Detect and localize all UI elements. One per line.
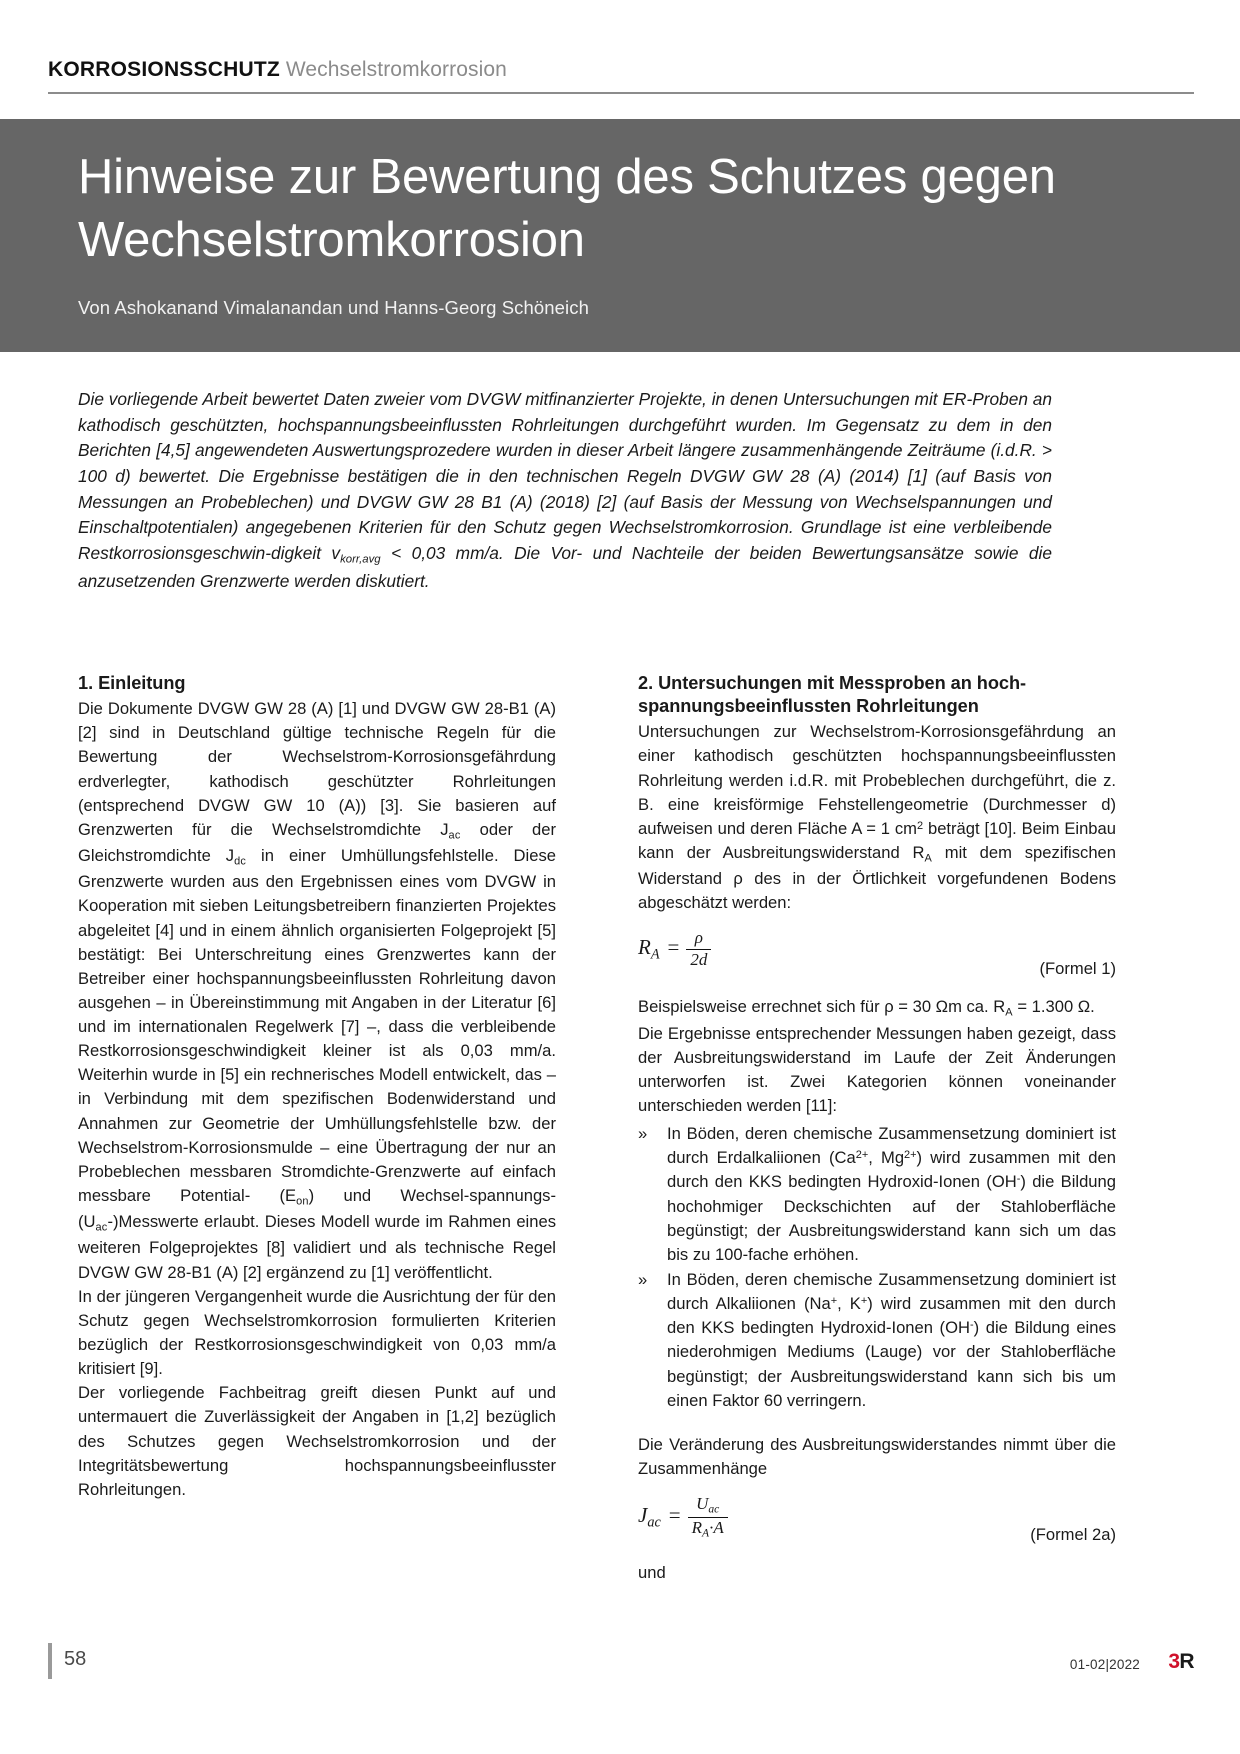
- right-paragraph-3: Die Ergebnisse entsprechender Messungen haben gezeigt, dass der Ausbreitungswiderstand im Laufe der Zeit Änderungen unterworfen ist. Zwei Kategorien können voneinander unterschieden werden [11]:: [638, 1023, 1116, 1116]
- bullet-1-a: In Böden, deren chemische Zusammensetzung dominiert ist durch Erdalkaliionen (Ca: [667, 1124, 1116, 1168]
- formula-2-num-subscript: ac: [708, 1502, 720, 1516]
- rp1-sup-2: 2: [917, 819, 924, 832]
- lp1-sub-ac: ac: [448, 829, 461, 842]
- publication-logo: [1168, 1650, 1194, 1674]
- running-head-kicker: KORROSIONSSCHUTZ: [48, 58, 280, 81]
- formula-2-lhs-subscript: ac: [647, 1514, 661, 1531]
- lp1-e: -)Messwerte erlaubt. Dieses Modell wurde im Rahmen eines weiteren Folgeprojektes [8] validiert und als technische Regel DVGW GW 28-B1 (A) [2] ergänzend zu [1] veröffentlicht.: [78, 1212, 556, 1282]
- running-head-topic: Wechselstromkorrosion: [285, 58, 507, 81]
- formula-2-lhs: [638, 1503, 661, 1531]
- rp1-c: mit dem spezifischen Widerstand ρ des in der Örtlichkeit vorgefundenen Bodens abgeschätzt werden:: [638, 842, 1117, 913]
- section-heading-2-line2: spannungsbeeinflussten Rohrleitungen: [638, 696, 979, 717]
- lp1-sub-on: on: [296, 1195, 309, 1208]
- section-heading-2: [638, 672, 1116, 718]
- page-title: Hinweise zur Bewertung des Schutzes gegen Wechselstromkorrosion: [78, 150, 1056, 267]
- formula-1-numerator: ρ: [694, 928, 703, 948]
- bullet-1-sup-2: 2+: [904, 1149, 917, 1162]
- lp1-b: oder der Gleichstromdichte J: [78, 819, 556, 866]
- issue-date: 01-02|2022: [1069, 1657, 1140, 1672]
- bullet-2-sup-3: -: [969, 1319, 974, 1332]
- formula-2-num-symbol: U: [696, 1494, 709, 1514]
- bullet-2-sup-1: +: [830, 1295, 838, 1308]
- rp2-a: Beispielsweise errechnet sich für ρ = 30 Ωm ca. R: [638, 997, 1006, 1017]
- rp1-b: beträgt [10]. Beim Einbau kann der Ausbreitungswiderstand R: [638, 818, 1116, 862]
- bullet-list: [638, 1122, 1116, 1413]
- formula-2-denominator: [688, 1517, 728, 1540]
- bullet-2-c: ) wird zusammen mit den durch den KKS bedingten Hydroxid-Ionen (OH: [667, 1294, 1116, 1338]
- formula-1-denominator: 2d: [686, 949, 711, 969]
- formula-2-den-subscript: A: [702, 1526, 710, 1540]
- lp1-d: ) und Wechsel-spannungs-(U: [78, 1186, 556, 1232]
- abstract: [78, 387, 1052, 594]
- footer-accent-bar: [48, 1643, 52, 1679]
- lp1-c: in einer Umhüllungsfehlstelle. Diese Grenzwerte wurden aus den Ergebnissen eines vom DVGW in Kooperation mit sieben Leitungsbetreibern finanzierten Projektes abgeleitet [4] und in einem ähnlich organisierten Folgeprojekt [5] bestätigt: Bei Unterschreitung eines Grenzwertes kann der Betreiber einer hochspannungsbeeinflussten Rohrleitung davon ausgehen – in Übereinstimmung mit Angaben in der Literatur [6] und im internationalen Regelwerk [7] –, dass die verbleibende Restkorrosionsgeschwindigkeit kleiner ist als 0,03 mm/a. Weiterhin wurde in [5] ein rechnerisches Modell entwickelt, das – in Verbindung mit dem spezifischen Bodenwiderstand und Annahmen zur Geometrie der Umhüllungsfehlstelle bzw. der Wechselstrom-Korrosionsmulde – eine Übertragung der nur an Probeblechen messbaren Stromdichte-Grenzwerte auf einfach messbare Potential- (E: [78, 846, 556, 1206]
- formula-2-lhs-symbol: J: [638, 1503, 648, 1528]
- right-paragraph-2: [638, 995, 1116, 1021]
- rp2-b: = 1.300 Ω.: [1012, 997, 1095, 1017]
- bullet-marker: »: [638, 1124, 648, 1144]
- left-paragraph-1: [78, 697, 556, 1285]
- formula-2-den-tail: ·A: [709, 1518, 724, 1538]
- formula-1-lhs: [638, 935, 660, 963]
- right-paragraph-4: Die Veränderung des Ausbreitungswiderstandes nimmt über die Zusammenhänge: [638, 1434, 1116, 1478]
- formula-2-equals: =: [668, 1503, 681, 1528]
- logo-three: 3: [1168, 1650, 1180, 1673]
- page-number: 58: [64, 1648, 87, 1670]
- bullet-2-a: In Böden, deren chemische Zusammensetzung dominiert ist durch Alkaliionen (Na: [667, 1270, 1116, 1314]
- formula-2-numerator: [688, 1495, 728, 1517]
- rp2-sub-A: A: [1005, 1006, 1013, 1019]
- bullet-1-sup-1: 2+: [855, 1149, 869, 1162]
- list-item: [638, 1122, 1116, 1267]
- abstract-part-1: Die vorliegende Arbeit bewertet Daten zweier vom DVGW mitfinanzierter Projekte, in denen Untersuchungen mit ER-Proben an kathodisch geschützten, hochspannungsbeeinflussten Rohrleitungen durchgeführt wurden. Im Gegensatz zu dem in den Berichten [4,5] angewendeten Auswertungsprozedere wurden in dieser Arbeit längere zusammenhängende Zeiträume (i.d.R. > 100 d) bewertet. Die Ergebnisse bestätigen die in den technischen Regeln DVGW GW 28 (A) (2014) [1] (auf Basis von Messungen an Probeblechen) und DVGW GW 28 B1 (A) (2018) [2] (auf Basis der Messung von Wechselspannungen und Einschaltpotentialen) angegebenen Kriterien für den Schutz gegen Wechselstromkorrosion. Grundlage ist eine verbleibende Restkorrosionsgeschwin-digkeit v: [78, 389, 1052, 564]
- bullet-2-sup-2: +: [860, 1295, 868, 1308]
- bullet-2-b: , K: [837, 1294, 861, 1314]
- formula-2: [638, 1495, 728, 1540]
- rp1-a: Untersuchungen zur Wechselstrom-Korrosionsgefährdung an einer kathodisch geschützten hochspannungsbeeinflussten Rohrleitung werden i.d.R. mit Probeblechen durchgeführt, die z. B. eine kreisförmige Fehstellengeometrie (Durchmesser d) aufweisen und deren Fläche A = 1 cm: [638, 722, 1116, 838]
- formula-1-fraction: [686, 929, 711, 969]
- author-byline: Von Ashokanand Vimalanandan und Hanns-Georg Schöneich: [78, 297, 589, 318]
- right-column: [638, 672, 1116, 1585]
- section-heading-1: 1. Einleitung: [78, 673, 186, 693]
- formula-2-label: (Formel 2a): [1030, 1525, 1116, 1544]
- formula-2-fraction: [688, 1495, 728, 1540]
- formula-2-den-symbol: R: [691, 1518, 703, 1538]
- rp1-sub-A: A: [924, 852, 932, 865]
- formula-1-equals: =: [667, 935, 680, 960]
- bullet-2-d: ) die Bildung eines niederohmigen Mediums (Lauge) vor der Stahloberfläche begünstigt; der Ausbreitungswiderstand kann sich bis um einen Faktor 60 verringern.: [667, 1318, 1116, 1410]
- formula-2-row: [638, 1495, 1116, 1549]
- lp1-sub-dc: dc: [234, 855, 247, 868]
- running-head-rule: [48, 92, 1194, 94]
- abstract-subscript: korr,avg: [340, 553, 381, 566]
- logo-r: R: [1179, 1650, 1194, 1673]
- left-paragraph-3: Der vorliegende Fachbeitrag greift diesen Punkt auf und untermauert die Zuverlässigkeit der Angaben in [1,2] bezüglich des Schutzes gegen Wechselstromkorrosion und der Integritätsbewertung hochspannungsbeeinflusster Rohrleitungen.: [78, 1383, 556, 1499]
- formula-1: [638, 929, 711, 969]
- formula-1-lhs-subscript: A: [650, 946, 660, 963]
- lp1-sub-ac2: ac: [95, 1221, 108, 1234]
- bullet-1-d: ) die Bildung hochohmiger Deckschichten auf der Stahloberfläche begünstigt; der Ausbreitungswiderstand kann sich um das bis zu 100-fache erhöhen.: [667, 1172, 1116, 1264]
- formula-1-row: [638, 929, 1116, 983]
- running-head: [48, 58, 1108, 82]
- lp1-a: Die Dokumente DVGW GW 28 (A) [1] und DVGW GW 28-B1 (A) [2] sind in Deutschland gültige technische Regeln für die Bewertung der Wechselstrom-Korrosionsgefährdung erdverlegter, kathodisch geschützter Rohrleitungen (entsprechend DVGW GW 10 (A)) [3]. Sie basieren auf Grenzwerten für die Wechselstromdichte J: [78, 699, 556, 839]
- left-column: [78, 672, 556, 1502]
- left-paragraph-2: In der jüngeren Vergangenheit wurde die Ausrichtung der für den Schutz gegen Wechselstromkorrosion formulierten Kriterien bezüglich der Restkorrosionsgeschwindigkeit von 0,03 mm/a kritisiert [9].: [78, 1286, 556, 1379]
- bullet-1-b: , Mg: [868, 1148, 905, 1168]
- bullet-1-sup-3: -: [1016, 1173, 1021, 1186]
- formula-1-label: (Formel 1): [1039, 959, 1116, 979]
- list-item: [638, 1268, 1116, 1413]
- bullet-1-c: ) wird zusammen mit den durch den KKS bedingten Hydroxid-Ionen (OH: [667, 1148, 1116, 1192]
- right-paragraph-5: und: [638, 1563, 666, 1583]
- title-band: [0, 119, 1240, 352]
- abstract-part-2: < 0,03 mm/a. Die Vor- und Nachteile der beiden Bewertungsansätze sowie die anzusetzenden Grenzwerte werden diskutiert.: [78, 543, 1052, 591]
- bullet-marker: »: [638, 1270, 648, 1290]
- formula-1-lhs-symbol: R: [638, 935, 651, 960]
- right-paragraph-1: [638, 720, 1116, 915]
- section-heading-2-line1: 2. Untersuchungen mit Messproben an hoch-: [638, 673, 1027, 693]
